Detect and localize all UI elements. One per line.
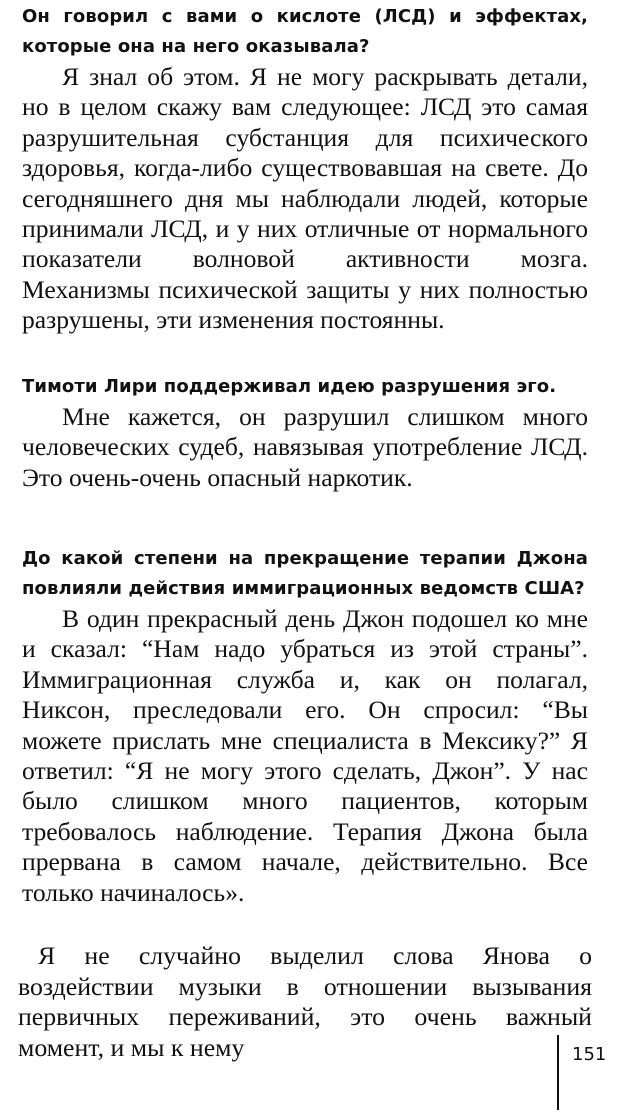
interview-question: Тимоти Лири поддерживал идею разрушения эго. xyxy=(22,376,557,397)
qa-block-immigration xyxy=(22,544,588,908)
closing-block xyxy=(18,941,592,1063)
interview-answer: Мне кажется, он разрушил слишком много человеческих судеб, навязывая употребление ЛСД. Это очень-очень опасный наркотик. xyxy=(22,402,588,492)
interview-question: До какой степени на прекращение терапии Джона повлияли действия иммиграционных ведомств США? xyxy=(22,548,588,599)
interview-question: Он говорил с вами о кислоте (ЛСД) и эффектах, которые она на него оказывала? xyxy=(22,6,588,57)
qa-block-lsd xyxy=(22,2,588,336)
body-paragraph: Я не случайно выделил слова Янова о воздействии музыки в отношении вызывания первичных переживаний, это очень важный момент, и мы к нему xyxy=(18,941,592,1062)
qa-block-leary xyxy=(22,372,588,493)
interview-answer: Я знал об этом. Я не могу раскрывать детали, но в целом скажу вам следующее: ЛСД это самая разрушительная субстанция для психического здоровья, когда-либо существовавшая на свете. До сегодняшнего дня мы наблюдали людей, которые принимали ЛСД, и у них отличные от нормального показатели волновой активности мозга. Механизмы психической защиты у них полностью разрушены, эти изменения постоянны. xyxy=(22,62,588,335)
page-number-rule xyxy=(557,1035,559,1110)
interview-answer: В один прекрасный день Джон подошел ко мне и сказал: “Нам надо убраться из этой страны”. Иммиграционная служба и, как он полагал, Никсон, преследовали его. Он спросил: “Вы можете прислать мне специалиста в Мексику?” Я ответил: “Я не могу этого сделать, Джон”. У нас было слишком много пациентов, которым требовалось наблюдение. Терапия Джона была прервана в самом начале, действительно. Все только начиналось». xyxy=(22,604,588,907)
page-number: 151 xyxy=(572,1044,607,1065)
